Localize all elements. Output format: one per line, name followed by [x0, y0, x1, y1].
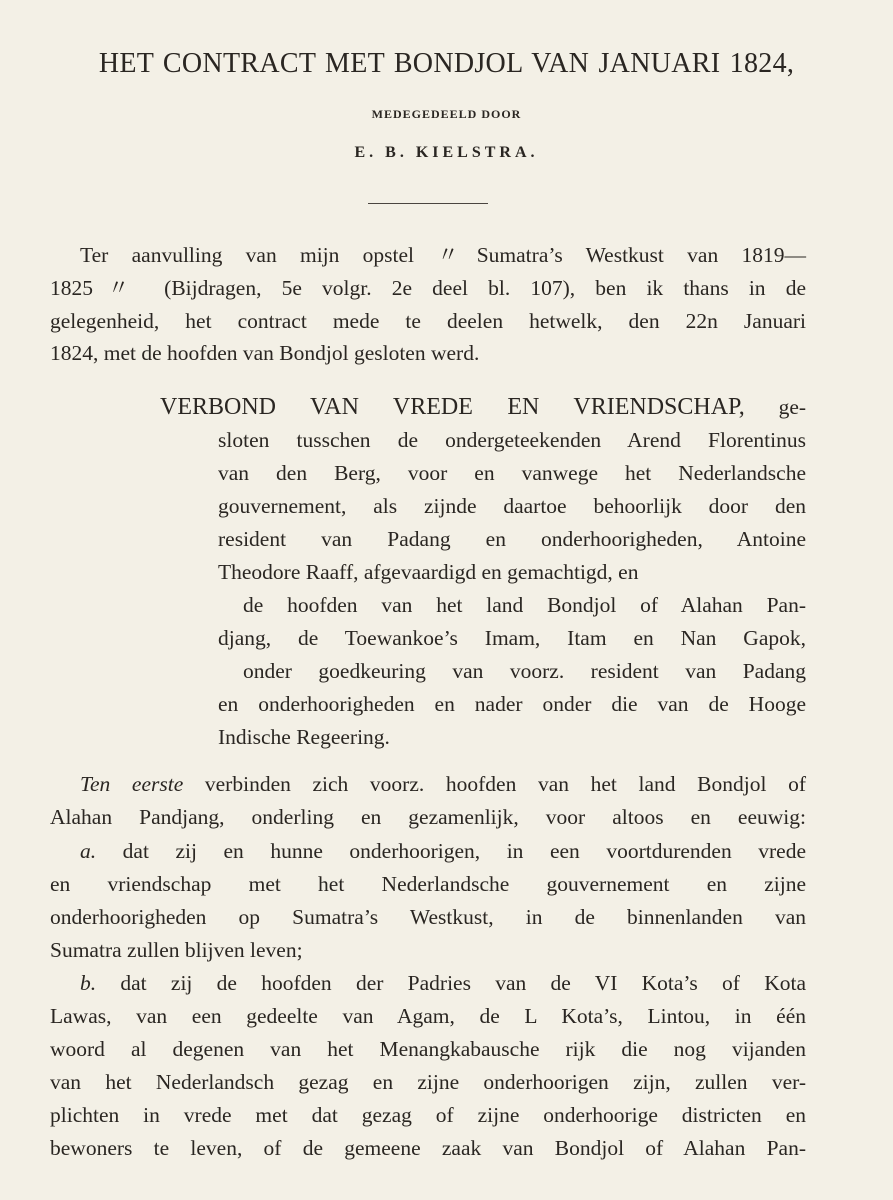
clause-b-label: b.	[80, 971, 97, 995]
treaty-heading-line: gouvernement, als zijnde daartoe behoorlijk door den	[218, 494, 806, 518]
treaty-heading-line: en onderhoorigheden en nader onder die van de Hooge	[218, 692, 806, 716]
article-first-lead: Ten eerste	[80, 772, 184, 796]
clause-b-line: Lawas, van een gedeelte van Agam, de L Kota’s, Lintou, in één	[50, 1004, 806, 1028]
clause-b-text: dat zij de hoofden der Padries van de VI Kota’s of Kota	[120, 971, 806, 995]
communicated-by: MEDEGEDEELD DOOR	[371, 107, 522, 121]
clause-b-line: van het Nederlandsch gezag en zijne onderhoorigen zijn, zullen ver-	[50, 1070, 806, 1094]
intro-line-1: Ter aanvulling van mijn opstel 〃Sumatra’s Westkust van 1819—	[80, 243, 806, 267]
author-name: E. B. KIELSTRA.	[354, 144, 539, 161]
clause-a-text: dat zij en hunne onderhoorigen, in een voortdurenden vrede	[122, 839, 807, 863]
article-first-text: verbinden zich voorz. hoofden van het land Bondjol of	[204, 772, 806, 796]
treaty-title-tail: ge-	[778, 395, 807, 419]
treaty-heading-line: sloten tusschen de ondergeteekenden Arend Florentinus	[218, 428, 806, 452]
clause-b-line: bewoners te leven, of de gemeene zaak van Bondjol of Alahan Pan-	[50, 1136, 806, 1160]
intro-line-3: gelegenheid, het contract mede te deelen hetwelk, den 22n Januari	[50, 309, 806, 333]
treaty-heading-line: djang, de Toewankoe’s Imam, Itam en Nan Gapok,	[218, 626, 806, 650]
clause-a-line: onderhoorigheden op Sumatra’s Westkust, in de binnenlanden van	[50, 905, 806, 929]
clause-a-line: Sumatra zullen blijven leven;	[50, 938, 303, 962]
treaty-heading-line: de hoofden van het land Bondjol of Alahan Pan-	[243, 593, 806, 617]
treaty-heading-line: Indische Regeering.	[218, 725, 390, 749]
clause-a-line-1	[80, 838, 806, 864]
treaty-heading-line: Theodore Raaff, afgevaardigd en gemachtigd, en	[218, 560, 639, 584]
clause-b-line-1	[80, 970, 806, 996]
intro-line-4: 1824, met de hoofden van Bondjol gesloten werd.	[50, 341, 480, 365]
treaty-heading-line: onder goedkeuring van voorz. resident van Padang	[243, 659, 806, 683]
title-divider	[368, 203, 488, 204]
treaty-heading-line-1	[160, 394, 806, 420]
clause-b-line: woord al degenen van het Menangkabausche rijk die nog vijanden	[50, 1037, 806, 1061]
article-title: HET CONTRACT MET BONDJOL VAN JANUARI 1824,	[98, 48, 795, 79]
treaty-heading-line: van den Berg, voor en vanwege het Nederlandsche	[218, 461, 806, 485]
intro-line-2: 1825〃 (Bijdragen, 5e volgr. 2e deel bl. 107), ben ik thans in de	[50, 276, 806, 300]
clause-a-line: en vriendschap met het Nederlandsche gouvernement en zijne	[50, 872, 806, 896]
treaty-title: VERBOND VAN VREDE EN VRIENDSCHAP,	[160, 394, 745, 420]
clause-a-label: a.	[80, 839, 97, 863]
clause-b-line: plichten in vrede met dat gezag of zijne onderhoorige districten en	[50, 1103, 806, 1127]
treaty-heading-line: resident van Padang en onderhoorigheden, Antoine	[218, 527, 806, 551]
article-first-line-1	[80, 771, 806, 797]
article-first-line-2: Alahan Pandjang, onderling en gezamenlijk, voor altoos en eeuwig:	[50, 805, 806, 829]
